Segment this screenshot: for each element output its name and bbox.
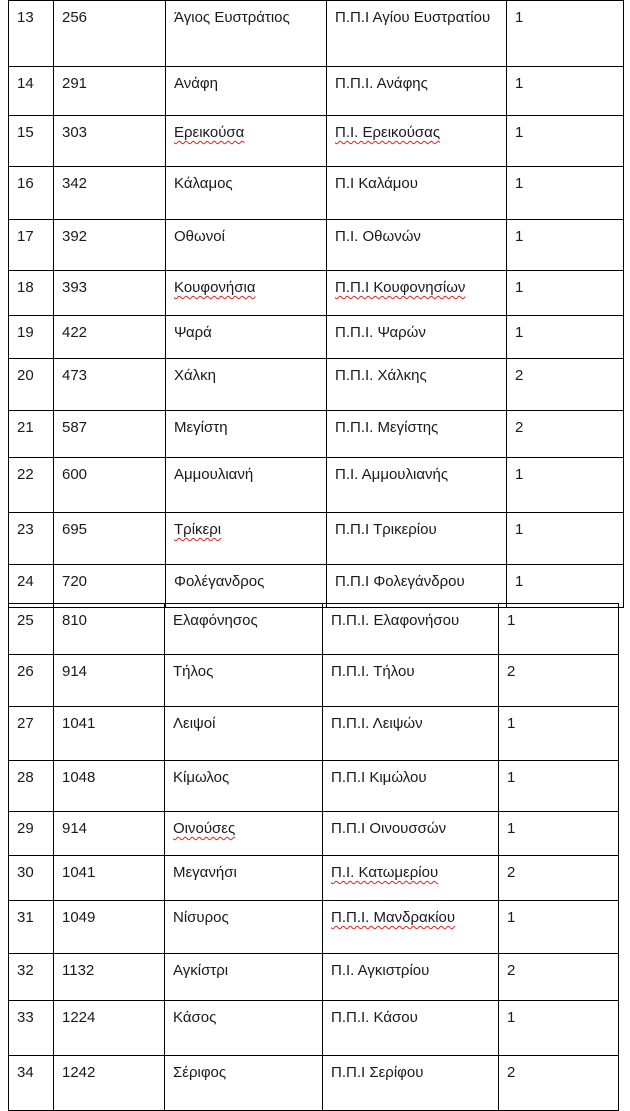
island-ports-table-part-1 — [8, 0, 624, 608]
code-cell — [54, 411, 166, 458]
port-authority-cell — [327, 513, 507, 565]
cell-text: 25 — [17, 612, 34, 629]
table-row — [9, 856, 619, 901]
count-cell — [499, 1056, 619, 1111]
island-cell — [166, 565, 327, 608]
row-number-cell — [9, 707, 54, 761]
island-cell — [166, 220, 327, 271]
cell-text: Π.Π.Ι. Κάσου — [331, 1009, 418, 1026]
cell-text: 1041 — [62, 715, 96, 732]
cell-text: Π.Π.Ι. Λειψών — [331, 715, 423, 732]
table-row — [9, 1056, 619, 1111]
code-cell — [54, 856, 165, 901]
cell-text: 33 — [17, 1009, 34, 1026]
cell-text: 2 — [507, 1064, 516, 1081]
cell-text: 1 — [515, 9, 524, 26]
island-cell — [165, 1056, 323, 1111]
cell-text: Π.Ι. Ερεικούσας — [335, 124, 441, 141]
cell-text: Π.Π.Ι Αγίου Ευστρατίου — [335, 9, 491, 26]
cell-text: 1 — [507, 820, 516, 837]
code-cell — [54, 954, 165, 1001]
code-cell — [54, 359, 166, 411]
island-cell — [165, 1001, 323, 1056]
row-number-cell — [9, 604, 54, 655]
cell-text: 30 — [17, 864, 34, 881]
cell-text: Μεγανήσι — [173, 864, 237, 881]
row-number-cell — [9, 1056, 54, 1111]
cell-text: 1049 — [62, 909, 96, 926]
count-cell — [499, 1001, 619, 1056]
cell-text: 16 — [17, 175, 34, 192]
cell-text: Π.Π.Ι Τρικερίου — [335, 521, 437, 538]
cell-text: 1 — [515, 573, 524, 590]
cell-text: 1 — [515, 466, 524, 483]
cell-text: 393 — [62, 279, 88, 296]
island-cell — [165, 954, 323, 1001]
island-cell — [166, 513, 327, 565]
cell-text: Π.Π.Ι Κουφονησίων — [335, 279, 466, 296]
table-row — [9, 411, 624, 458]
port-authority-cell — [327, 458, 507, 513]
island-cell — [166, 271, 327, 316]
count-cell — [507, 67, 624, 116]
port-authority-cell — [323, 707, 499, 761]
row-number-cell — [9, 220, 54, 271]
code-cell — [54, 1001, 165, 1056]
cell-text: Κάλαμος — [174, 175, 233, 192]
row-number-cell — [9, 316, 54, 359]
table-row — [9, 67, 624, 116]
row-number-cell — [9, 67, 54, 116]
table-row — [9, 655, 619, 707]
table-row — [9, 271, 624, 316]
island-cell — [165, 604, 323, 655]
row-number-cell — [9, 954, 54, 1001]
code-cell — [54, 812, 165, 856]
count-cell — [499, 604, 619, 655]
island-cell — [166, 411, 327, 458]
code-cell — [54, 655, 165, 707]
cell-text: 1 — [515, 324, 524, 341]
cell-text: Σέριφος — [173, 1064, 227, 1081]
cell-text: Κάσος — [173, 1009, 217, 1026]
cell-text: Π.Π.Ι Σερίφου — [331, 1064, 424, 1081]
cell-text: 303 — [62, 124, 88, 141]
row-number-cell — [9, 1, 54, 67]
row-number-cell — [9, 901, 54, 954]
table-row — [9, 316, 624, 359]
cell-text: 422 — [62, 324, 88, 341]
row-number-cell — [9, 856, 54, 901]
cell-text: Π.Ι. Οθωνών — [335, 228, 421, 245]
row-number-cell — [9, 359, 54, 411]
table-row — [9, 901, 619, 954]
port-authority-cell — [323, 954, 499, 1001]
island-cell — [165, 707, 323, 761]
row-number-cell — [9, 271, 54, 316]
cell-text: Ερεικούσα — [174, 124, 245, 141]
cell-text: 291 — [62, 75, 88, 92]
cell-text: 1 — [507, 769, 516, 786]
port-authority-cell — [327, 1, 507, 67]
port-authority-cell — [327, 116, 507, 167]
code-cell — [54, 565, 166, 608]
cell-text: Π.Π.Ι. Ανάφης — [335, 75, 428, 92]
table-row — [9, 761, 619, 812]
port-authority-cell — [327, 220, 507, 271]
island-ports-table-part-2 — [8, 603, 619, 1111]
table-row — [9, 604, 619, 655]
count-cell — [499, 954, 619, 1001]
island-cell — [166, 67, 327, 116]
table-row — [9, 116, 624, 167]
cell-text: Π.Π.Ι. Ψαρών — [335, 324, 426, 341]
cell-text: Κίμωλος — [173, 769, 230, 786]
cell-text: 600 — [62, 466, 88, 483]
cell-text: 2 — [515, 419, 524, 436]
cell-text: Π.Ι Καλάμου — [335, 175, 418, 192]
table-row — [9, 707, 619, 761]
table-row — [9, 1, 624, 67]
port-authority-cell — [323, 812, 499, 856]
count-cell — [507, 458, 624, 513]
port-authority-cell — [323, 761, 499, 812]
cell-text: 22 — [17, 466, 34, 483]
island-cell — [166, 359, 327, 411]
count-cell — [507, 220, 624, 271]
cell-text: 1242 — [62, 1064, 96, 1081]
code-cell — [54, 67, 166, 116]
table-body — [9, 604, 619, 1111]
cell-text: 720 — [62, 573, 88, 590]
cell-text: 1 — [515, 175, 524, 192]
cell-text: Π.Π.Ι. Ελαφονήσου — [331, 612, 460, 629]
row-number-cell — [9, 1001, 54, 1056]
port-authority-cell — [327, 271, 507, 316]
count-cell — [507, 565, 624, 608]
count-cell — [507, 359, 624, 411]
row-number-cell — [9, 565, 54, 608]
count-cell — [507, 1, 624, 67]
island-cell — [165, 856, 323, 901]
cell-text: Π.Π.Ι. Χάλκης — [335, 367, 427, 384]
cell-text: 1224 — [62, 1009, 96, 1026]
cell-text: 810 — [62, 612, 88, 629]
cell-text: Π.Π.Ι. Μεγίστης — [335, 419, 439, 436]
cell-text: 392 — [62, 228, 88, 245]
cell-text: 26 — [17, 663, 34, 680]
cell-text: 2 — [507, 864, 516, 881]
cell-text: 18 — [17, 279, 34, 296]
cell-text: 695 — [62, 521, 88, 538]
table-row — [9, 812, 619, 856]
cell-text: 14 — [17, 75, 34, 92]
cell-text: Π.Ι. Αμμουλιανής — [335, 466, 449, 483]
cell-text: 342 — [62, 175, 88, 192]
count-cell — [507, 411, 624, 458]
island-cell — [165, 655, 323, 707]
cell-text: Λειψοί — [173, 715, 216, 732]
port-authority-cell — [323, 856, 499, 901]
table-row — [9, 1001, 619, 1056]
table-row — [9, 458, 624, 513]
cell-text: Άγιος Ευστράτιος — [174, 9, 290, 26]
row-number-cell — [9, 411, 54, 458]
cell-text: 1 — [515, 228, 524, 245]
cell-text: Ανάφη — [174, 75, 218, 92]
count-cell — [499, 812, 619, 856]
code-cell — [54, 1, 166, 67]
code-cell — [54, 761, 165, 812]
cell-text: 21 — [17, 419, 34, 436]
cell-text: 31 — [17, 909, 34, 926]
table-body — [9, 1, 624, 608]
cell-text: Ελαφόνησος — [173, 612, 258, 629]
cell-text: 1 — [507, 1009, 516, 1026]
count-cell — [507, 316, 624, 359]
row-number-cell — [9, 761, 54, 812]
island-cell — [166, 316, 327, 359]
port-authority-cell — [327, 359, 507, 411]
cell-text: 19 — [17, 324, 34, 341]
port-authority-cell — [323, 655, 499, 707]
cell-text: 23 — [17, 521, 34, 538]
port-authority-cell — [327, 565, 507, 608]
table-row — [9, 359, 624, 411]
cell-text: 24 — [17, 573, 34, 590]
count-cell — [507, 116, 624, 167]
code-cell — [54, 1056, 165, 1111]
port-authority-cell — [327, 316, 507, 359]
code-cell — [54, 513, 166, 565]
cell-text: 1132 — [62, 962, 95, 979]
port-authority-cell — [327, 411, 507, 458]
cell-text: Π.Π.Ι. Τήλου — [331, 663, 415, 680]
cell-text: 2 — [507, 663, 516, 680]
cell-text: 34 — [17, 1064, 34, 1081]
cell-text: Αμμουλιανή — [174, 466, 254, 483]
code-cell — [54, 167, 166, 220]
row-number-cell — [9, 655, 54, 707]
cell-text: Π.Ι. Αγκιστρίου — [331, 962, 430, 979]
cell-text: 587 — [62, 419, 88, 436]
port-authority-cell — [327, 67, 507, 116]
code-cell — [54, 458, 166, 513]
row-number-cell — [9, 167, 54, 220]
cell-text: 28 — [17, 769, 34, 786]
count-cell — [499, 707, 619, 761]
cell-text: Χάλκη — [174, 367, 217, 384]
row-number-cell — [9, 513, 54, 565]
island-cell — [165, 812, 323, 856]
island-cell — [166, 458, 327, 513]
cell-text: 1 — [515, 521, 524, 538]
cell-text: Οινούσες — [173, 820, 236, 837]
cell-text: 20 — [17, 367, 34, 384]
island-cell — [165, 901, 323, 954]
cell-text: Φολέγανδρος — [174, 573, 265, 590]
cell-text: 32 — [17, 962, 34, 979]
count-cell — [499, 761, 619, 812]
cell-text: Οθωνοί — [174, 228, 225, 245]
cell-text: Π.Π.Ι. Μανδρακίου — [331, 909, 456, 926]
code-cell — [54, 316, 166, 359]
cell-text: 914 — [62, 820, 88, 837]
code-cell — [54, 116, 166, 167]
cell-text: Τρίκερι — [174, 521, 222, 538]
cell-text: Κουφονήσια — [174, 279, 256, 296]
row-number-cell — [9, 116, 54, 167]
count-cell — [499, 655, 619, 707]
cell-text: 1041 — [62, 864, 96, 881]
cell-text: 256 — [62, 9, 88, 26]
cell-text: 1048 — [62, 769, 96, 786]
island-cell — [166, 116, 327, 167]
cell-text: 1 — [515, 279, 524, 296]
count-cell — [507, 271, 624, 316]
cell-text: 29 — [17, 820, 34, 837]
count-cell — [507, 513, 624, 565]
count-cell — [499, 856, 619, 901]
cell-text: 1 — [507, 715, 516, 732]
count-cell — [499, 901, 619, 954]
cell-text: Νίσυρος — [173, 909, 229, 926]
port-authority-cell — [323, 1001, 499, 1056]
port-authority-cell — [327, 167, 507, 220]
island-cell — [166, 1, 327, 67]
cell-text: Π.Π.Ι Κιμώλου — [331, 769, 427, 786]
cell-text: 473 — [62, 367, 88, 384]
island-cell — [165, 761, 323, 812]
cell-text: 2 — [515, 367, 524, 384]
cell-text: Αγκίστρι — [173, 962, 229, 979]
table-row — [9, 565, 624, 608]
cell-text: 15 — [17, 124, 34, 141]
cell-text: Π.Π.Ι Φολεγάνδρου — [335, 573, 465, 590]
row-number-cell — [9, 812, 54, 856]
cell-text: Π.Π.Ι Οινουσσών — [331, 820, 447, 837]
table-row — [9, 513, 624, 565]
cell-text: 2 — [507, 962, 516, 979]
cell-text: Μεγίστη — [174, 419, 228, 436]
table-row — [9, 167, 624, 220]
port-authority-cell — [323, 901, 499, 954]
cell-text: Τήλος — [173, 663, 214, 680]
cell-text: 914 — [62, 663, 88, 680]
count-cell — [507, 167, 624, 220]
code-cell — [54, 604, 165, 655]
row-number-cell — [9, 458, 54, 513]
island-cell — [166, 167, 327, 220]
cell-text: Π.Ι. Κατωμερίου — [331, 864, 439, 881]
cell-text: 1 — [507, 612, 516, 629]
cell-text: 17 — [17, 228, 34, 245]
cell-text: Ψαρά — [174, 324, 212, 341]
table-row — [9, 954, 619, 1001]
port-authority-cell — [323, 1056, 499, 1111]
code-cell — [54, 707, 165, 761]
cell-text: 1 — [507, 909, 516, 926]
port-authority-cell — [323, 604, 499, 655]
code-cell — [54, 901, 165, 954]
code-cell — [54, 271, 166, 316]
cell-text: 1 — [515, 75, 524, 92]
cell-text: 1 — [515, 124, 524, 141]
code-cell — [54, 220, 166, 271]
cell-text: 27 — [17, 715, 34, 732]
table-row — [9, 220, 624, 271]
cell-text: 13 — [17, 9, 34, 26]
